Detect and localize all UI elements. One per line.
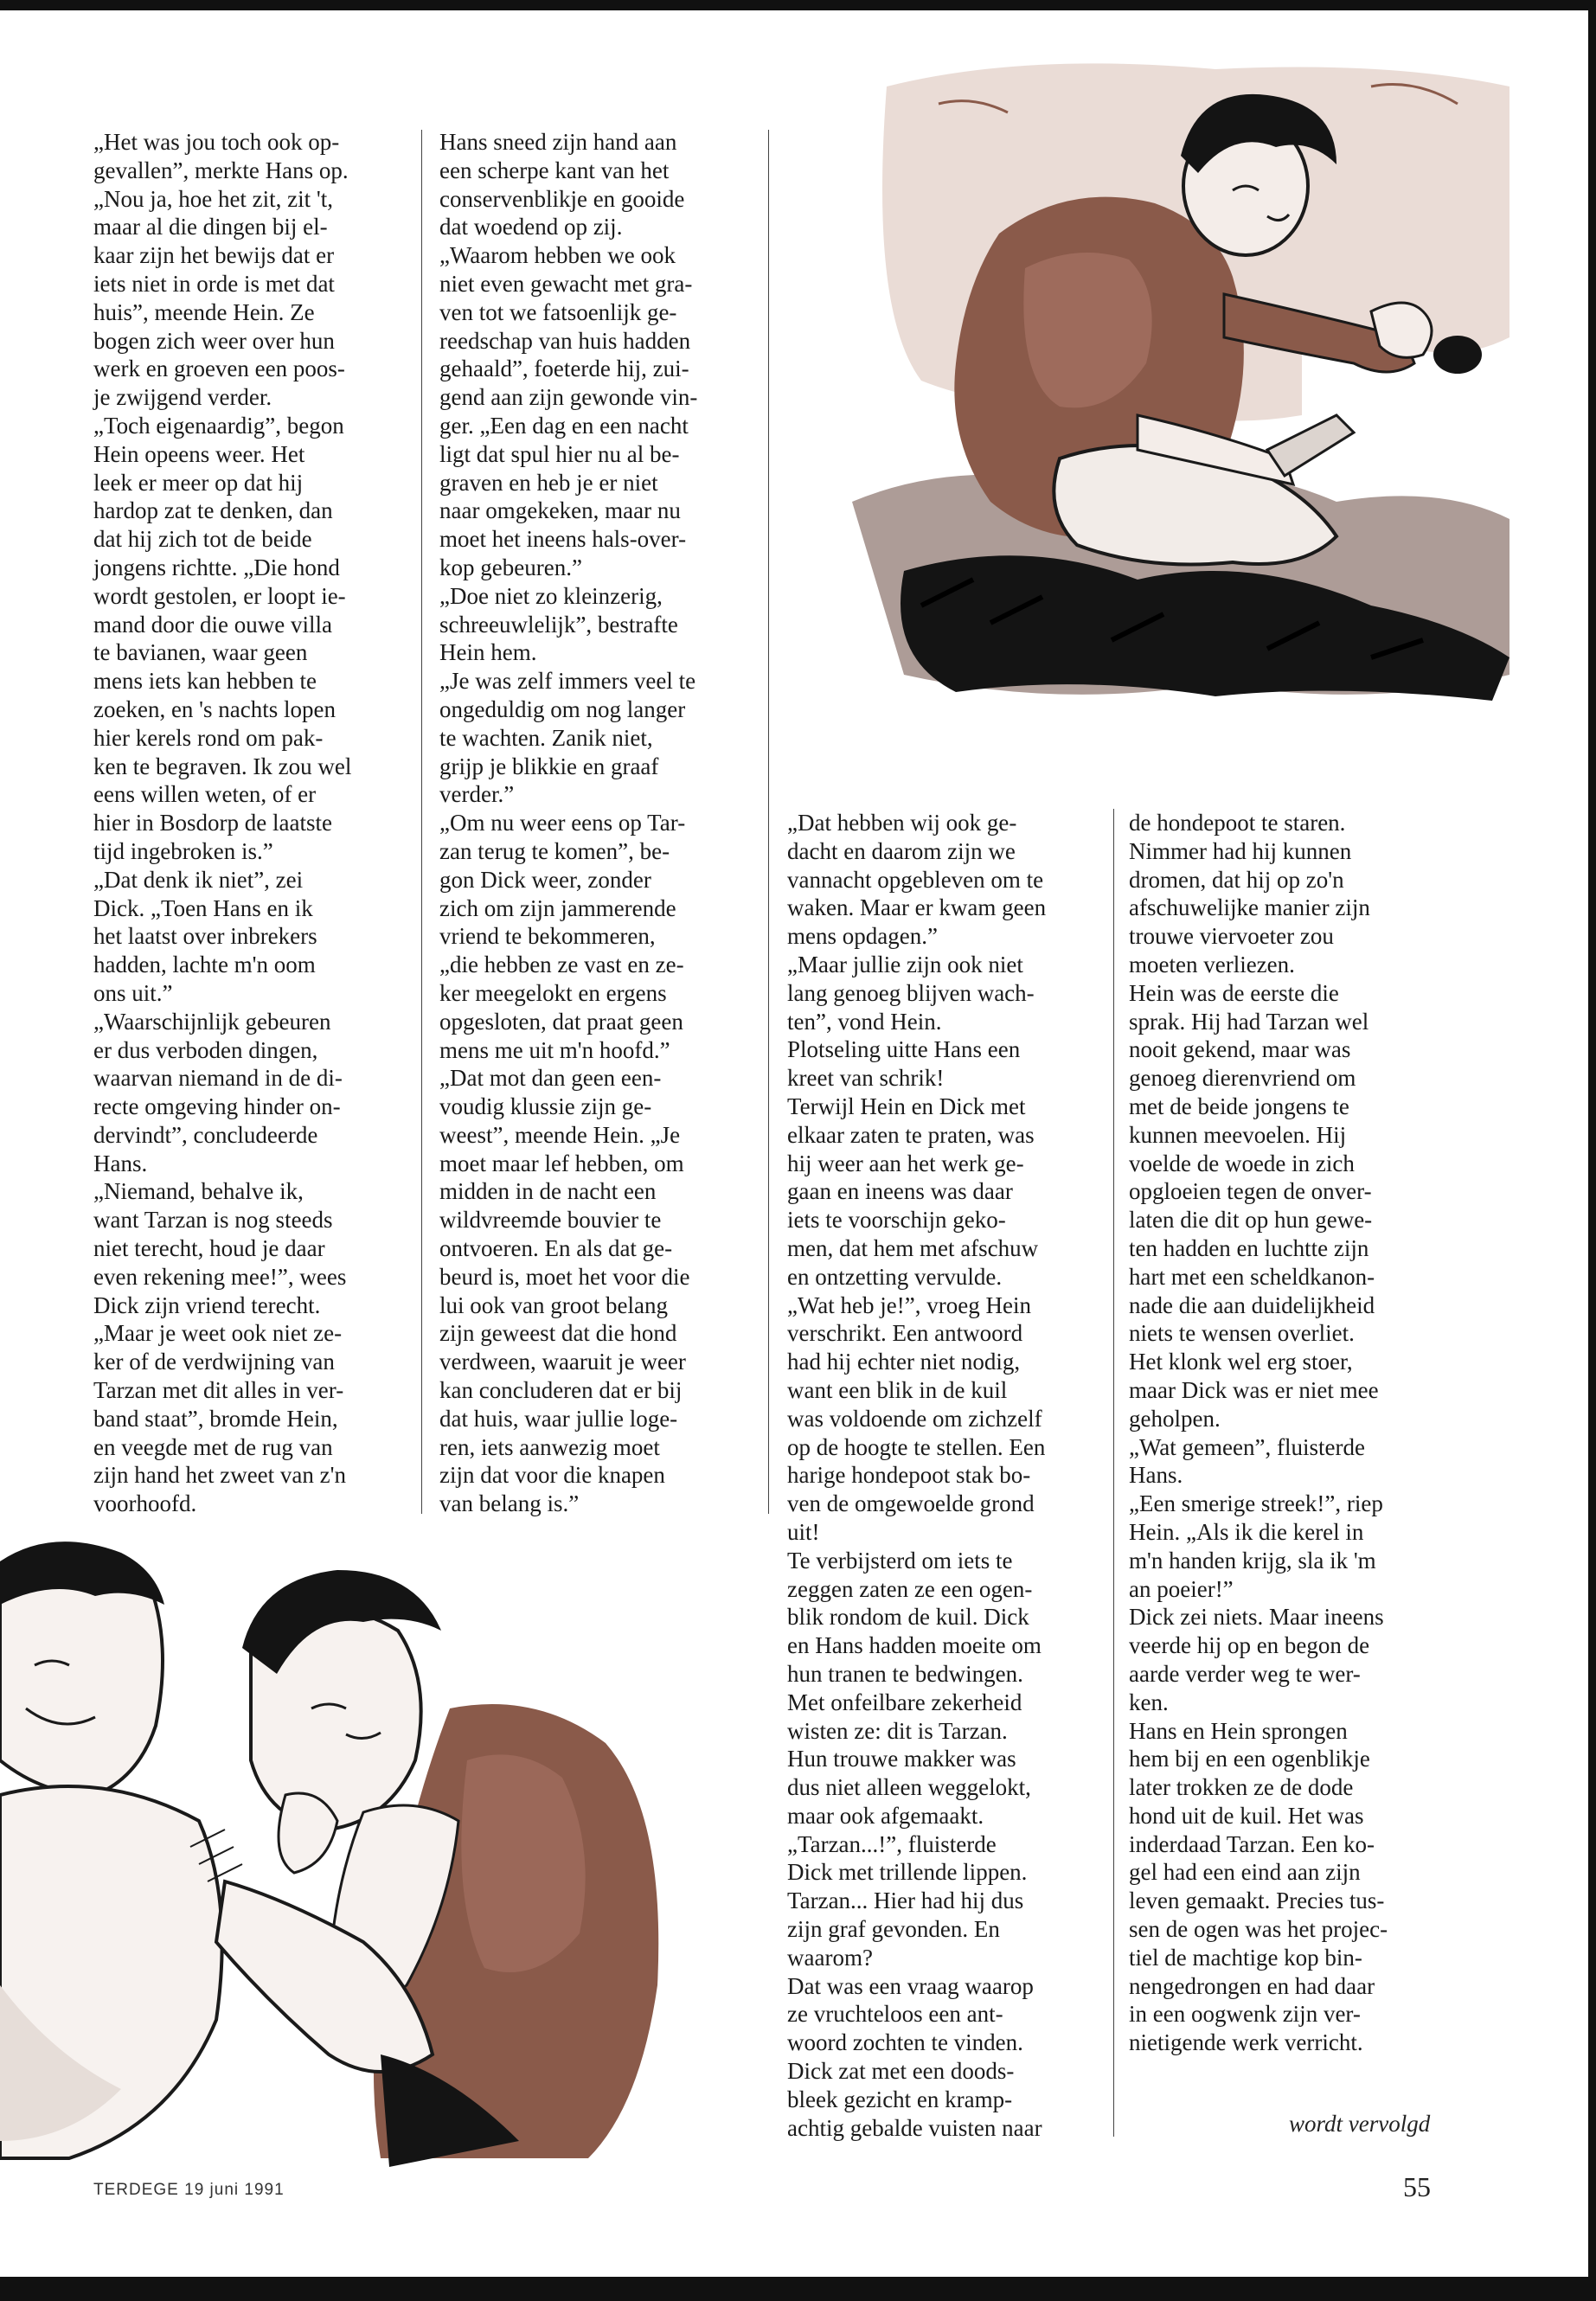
article-column-3 xyxy=(787,809,1109,2142)
text-line: ken te begraven. Ik zou wel xyxy=(93,753,352,779)
text-line: Met onfeilbare zekerheid xyxy=(787,1689,1022,1715)
text-line: „Waarschijnlijk gebeuren xyxy=(93,1008,331,1035)
text-line: niet even gewacht met gra- xyxy=(439,270,693,297)
text-line: gaan en ineens was daar xyxy=(787,1178,1013,1205)
text-line: van belang is.” xyxy=(439,1490,580,1517)
text-line: Dick met trillende lippen. xyxy=(787,1859,1028,1886)
text-line: „die hebben ze vast en ze- xyxy=(439,952,684,978)
text-line: je zwijgend verder. xyxy=(93,384,272,411)
text-line: wordt gestolen, er loopt ie- xyxy=(93,582,346,609)
text-line: Dick zei niets. Maar ineens xyxy=(1129,1604,1384,1631)
text-line: ligt dat spul hier nu al be- xyxy=(439,440,680,467)
text-line: hart met een scheldkanon- xyxy=(1129,1263,1375,1290)
text-line: Dick. „Toen Hans en ik xyxy=(93,894,313,921)
text-line: ken. xyxy=(1129,1689,1169,1715)
illustration-two-boys xyxy=(0,1535,675,2176)
text-line: hardop zat te denken, dan xyxy=(93,497,333,524)
text-line: veerde hij op en begon de xyxy=(1129,1632,1370,1659)
text-line: zan terug te komen”, be- xyxy=(439,837,670,864)
text-line: leven gemaakt. Precies tus- xyxy=(1129,1888,1385,1914)
text-line: ker of de verdwijning van xyxy=(93,1349,335,1375)
text-line: vannacht opgebleven om te xyxy=(787,866,1044,893)
text-line: was voldoende om zichzelf xyxy=(787,1405,1042,1432)
text-line: tijd ingebroken is.” xyxy=(93,837,273,864)
text-line: Hein was de eerste die xyxy=(1129,979,1339,1006)
text-line: dromen, dat hij op zo'n xyxy=(1129,866,1344,893)
text-line: zijn hand het zweet van z'n xyxy=(93,1462,346,1489)
text-line: dat woedend op zij. xyxy=(439,214,623,240)
text-line: zijn dat voor die knapen xyxy=(439,1462,665,1489)
text-line: zeggen zaten ze een ogen- xyxy=(787,1575,1033,1602)
text-line: hem bij en een ogenblikje xyxy=(1129,1746,1370,1772)
text-line: verschrikt. Een antwoord xyxy=(787,1320,1023,1347)
text-line: zoeken, en 's nachts lopen xyxy=(93,695,337,722)
text-line: m'n handen krijg, sla ik 'm xyxy=(1129,1547,1376,1574)
text-line: nooit gekend, maar was xyxy=(1129,1036,1351,1063)
text-line: tiel de machtige kop bin- xyxy=(1129,1944,1362,1971)
text-line: dacht en daarom zijn we xyxy=(787,837,1016,864)
text-line: dus niet alleen weggelokt, xyxy=(787,1774,1031,1801)
text-line: voorhoofd. xyxy=(93,1490,197,1517)
text-line: ren, iets aanwezig moet xyxy=(439,1433,660,1460)
text-line: aarde verder weg te wer- xyxy=(1129,1660,1361,1687)
text-line: Nimmer had hij kunnen xyxy=(1129,837,1352,864)
text-line: Hun trouwe makker was xyxy=(787,1746,1016,1772)
illustration-two-boys-svg xyxy=(0,1535,675,2176)
text-line: mens opdagen.” xyxy=(787,923,938,950)
text-line: „Je was zelf immers veel te xyxy=(439,668,696,695)
text-line: hij weer aan het werk ge- xyxy=(787,1150,1024,1176)
text-line: kan concluderen dat er bij xyxy=(439,1377,683,1404)
text-line: opgesloten, dat praat geen xyxy=(439,1008,683,1035)
text-line: Plotseling uitte Hans een xyxy=(787,1036,1021,1063)
text-line: dervindt”, concludeerde xyxy=(93,1121,318,1148)
text-line: laten die dit op hun gewe- xyxy=(1129,1207,1373,1234)
text-line: Het klonk wel erg stoer, xyxy=(1129,1349,1353,1375)
text-line: kreet van schrik! xyxy=(787,1065,945,1092)
text-line: ten hadden en luchtte zijn xyxy=(1129,1234,1369,1261)
text-line: vriend te bekommeren, xyxy=(439,923,656,950)
text-line: „Het was jou toch ook op- xyxy=(93,129,340,155)
text-line: en ontzetting vervulde. xyxy=(787,1263,1003,1290)
text-line: een scherpe kant van het xyxy=(439,157,670,183)
text-line: zijn graf gevonden. En xyxy=(787,1916,1000,1943)
column-rule-1 xyxy=(421,130,422,1514)
text-line: hadden, lachte m'n oom xyxy=(93,952,316,978)
text-line: verdween, waaruit je weer xyxy=(439,1349,686,1375)
text-line: ven tot we fatsoenlijk ge- xyxy=(439,298,677,325)
article-column-2 xyxy=(439,128,761,1518)
text-line: „Tarzan...!”, fluisterde xyxy=(787,1830,997,1857)
text-line: Terwijl Hein en Dick met xyxy=(787,1093,1026,1119)
text-line: sprak. Hij had Tarzan wel xyxy=(1129,1008,1369,1035)
text-line: an poeier!” xyxy=(1129,1575,1234,1602)
text-line: beurd is, moet het voor die xyxy=(439,1263,690,1290)
text-line: weest”, meende Hein. „Je xyxy=(439,1121,681,1148)
text-line: geholpen. xyxy=(1129,1405,1221,1432)
article-column-1 xyxy=(93,128,415,1518)
continued-note: wordt vervolgd xyxy=(1289,2111,1431,2137)
text-line: gon Dick weer, zonder xyxy=(439,866,651,893)
text-line: op de hoogte te stellen. Een xyxy=(787,1433,1046,1460)
text-line: dat huis, waar jullie loge- xyxy=(439,1405,678,1432)
text-line: gend aan zijn gewonde vin- xyxy=(439,384,698,411)
text-line: mand door die ouwe villa xyxy=(93,611,332,638)
column-rule-3 xyxy=(1113,809,1114,2137)
text-line: maar al die dingen bij el- xyxy=(93,214,328,240)
text-line: wisten ze: dit is Tarzan. xyxy=(787,1717,1008,1744)
text-line: opgloeien tegen de onver- xyxy=(1129,1178,1372,1205)
text-line: „Maar je weet ook niet ze- xyxy=(93,1320,343,1347)
text-line: Tarzan met dit alles in ver- xyxy=(93,1377,344,1404)
text-line: en veegde met de rug van xyxy=(93,1433,333,1460)
text-line: Dat was een vraag waarop xyxy=(787,1972,1034,1999)
page-number: 55 xyxy=(1403,2171,1431,2202)
text-line: de hondepoot te staren. xyxy=(1129,810,1346,836)
text-line: hier kerels rond om pak- xyxy=(93,724,324,751)
text-line: bogen zich weer over hun xyxy=(93,327,335,354)
text-line: „Om nu weer eens op Tar- xyxy=(439,810,686,836)
text-line: ten”, vond Hein. xyxy=(787,1008,942,1035)
text-line: ze vruchteloos een ant- xyxy=(787,2001,1003,2028)
text-line: gevallen”, merkte Hans op. xyxy=(93,157,349,183)
text-line: sen de ogen was het projec- xyxy=(1129,1916,1388,1943)
text-line: blik rondom de kuil. Dick xyxy=(787,1604,1029,1631)
text-line: eens willen weten, of er xyxy=(93,781,317,808)
text-line: Dick zijn vriend terecht. xyxy=(93,1292,321,1318)
text-line: nengedrongen en had daar xyxy=(1129,1972,1375,1999)
text-line: „Dat mot dan geen een- xyxy=(439,1065,662,1092)
text-line: waarom? xyxy=(787,1944,873,1971)
text-line: elkaar zaten te praten, was xyxy=(787,1121,1035,1148)
text-line: genoeg dierenvriend om xyxy=(1129,1065,1356,1092)
text-line: ven de omgewoelde grond xyxy=(787,1490,1035,1517)
text-line: even rekening mee!”, wees xyxy=(93,1263,347,1290)
text-line: Hans sneed zijn hand aan xyxy=(439,129,677,155)
text-line: recte omgeving hinder on- xyxy=(93,1093,341,1120)
article-column-4 xyxy=(1129,809,1451,2057)
page-border-bottom xyxy=(0,2277,1596,2301)
text-line: Hans en Hein sprongen xyxy=(1129,1717,1348,1744)
text-line: waken. Maar er kwam geen xyxy=(787,894,1047,921)
text-line: inderdaad Tarzan. Een ko- xyxy=(1129,1830,1375,1857)
text-line: voelde de woede in zich xyxy=(1129,1150,1355,1176)
text-line: trouwe viervoeter zou xyxy=(1129,923,1334,950)
text-line: Hein opeens weer. Het xyxy=(93,440,305,467)
text-line: conservenblikje en gooide xyxy=(439,185,685,212)
text-line: Hans. xyxy=(93,1150,148,1176)
text-line: mens iets kan hebben te xyxy=(93,668,317,695)
text-line: iets niet in orde is met dat xyxy=(93,270,335,297)
text-line: dat hij zich tot de beide xyxy=(93,526,312,553)
text-line: nade die aan duidelijkheid xyxy=(1129,1292,1375,1318)
text-line: en Hans hadden moeite om xyxy=(787,1632,1042,1659)
text-line: „Maar jullie zijn ook niet xyxy=(787,951,1023,977)
text-line: leek er meer op dat hij xyxy=(93,469,304,496)
text-line: werk en groeven een poos- xyxy=(93,356,345,382)
text-line: gel had een eind aan zijn xyxy=(1129,1859,1361,1886)
text-line: in een oogwenk zijn ver- xyxy=(1129,2001,1361,2028)
text-line: harige hondepoot stak bo- xyxy=(787,1462,1031,1489)
text-line: kaar zijn het bewijs dat er xyxy=(93,242,335,269)
text-line: ontvoeren. En als dat ge- xyxy=(439,1235,673,1262)
text-line: grijp je blikkie en graaf xyxy=(439,753,659,779)
text-line: had hij echter niet nodig, xyxy=(787,1349,1021,1375)
text-line: kunnen meevoelen. Hij xyxy=(1129,1121,1347,1148)
text-line: bleek gezicht en kramp- xyxy=(787,2086,1013,2112)
text-line: lui ook van groot belang xyxy=(439,1292,668,1318)
text-line: want Tarzan is nog steeds xyxy=(93,1207,333,1234)
text-line: woord zochten te vinden. xyxy=(787,2029,1023,2056)
text-line: jongens richtte. „Die hond xyxy=(93,554,340,580)
text-line: hier in Bosdorp de laatste xyxy=(93,810,332,836)
text-line: maar Dick was er niet mee xyxy=(1129,1376,1379,1403)
text-line: ons uit.” xyxy=(93,979,173,1006)
text-line: er dus verboden dingen, xyxy=(93,1036,318,1063)
text-line: reedschap van huis hadden xyxy=(439,327,691,354)
text-line: „Niemand, behalve ik, xyxy=(93,1178,304,1205)
text-line: ker meegelokt en ergens xyxy=(439,979,667,1006)
page-border-right xyxy=(1588,0,1596,2301)
page-border-top xyxy=(0,0,1596,10)
text-line: kop gebeuren.” xyxy=(439,554,582,580)
text-line: moet het ineens hals-over- xyxy=(439,526,687,553)
text-line: mens me uit m'n hoofd.” xyxy=(439,1036,670,1063)
illustration-boy-digging-svg xyxy=(852,52,1514,705)
text-line: „Dat denk ik niet”, zei xyxy=(93,866,304,893)
text-line: voudig klussie zijn ge- xyxy=(439,1093,652,1120)
text-line: niet terecht, houd je daar xyxy=(93,1235,325,1262)
text-line: niets te wensen overliet. xyxy=(1129,1320,1355,1347)
text-line: te bavianen, waar geen xyxy=(93,639,308,666)
text-line: „Toch eigenaardig”, begon xyxy=(93,412,344,439)
text-line: huis”, meende Hein. Ze xyxy=(93,298,315,325)
text-line: afschuwelijke manier zijn xyxy=(1129,894,1370,921)
text-line: Dick zat met een doods- xyxy=(787,2058,1015,2085)
text-line: naar omgekeken, maar nu xyxy=(439,497,681,524)
text-line: lang genoeg blijven wach- xyxy=(787,979,1035,1006)
text-line: schreeuwlelijk”, bestrafte xyxy=(439,611,678,638)
text-line: „Waarom hebben we ook xyxy=(439,242,676,269)
text-line: „Dat hebben wij ook ge- xyxy=(787,810,1017,836)
text-line: achtig gebalde vuisten naar xyxy=(787,2114,1042,2141)
text-line: „Wat gemeen”, fluisterde xyxy=(1129,1433,1365,1460)
text-line: zijn geweest dat die hond xyxy=(439,1320,677,1347)
text-line: ongeduldig om nog langer xyxy=(439,695,686,722)
text-line: iets te voorschijn geko- xyxy=(787,1207,1006,1234)
text-line: hun tranen te bedwingen. xyxy=(787,1660,1023,1687)
text-line: ger. „Een dag en een nacht xyxy=(439,412,689,439)
text-line: „Wat heb je!”, vroeg Hein xyxy=(787,1292,1031,1318)
text-line: want een blik in de kuil xyxy=(787,1376,1008,1403)
text-line: nietigende werk verricht. xyxy=(1129,2029,1363,2056)
text-line: met de beide jongens te xyxy=(1129,1093,1349,1119)
text-line: „Een smerige streek!”, riep xyxy=(1129,1490,1383,1517)
text-line: Hein. „Als ik die kerel in xyxy=(1129,1518,1364,1545)
text-line: Te verbijsterd om iets te xyxy=(787,1547,1013,1574)
text-line: maar ook afgemaakt. xyxy=(787,1802,984,1829)
text-line: „Nou ja, hoe het zit, zit 't, xyxy=(93,185,334,212)
text-line: uit! xyxy=(787,1518,820,1545)
text-line: men, dat hem met afschuw xyxy=(787,1234,1039,1261)
text-line: verder.” xyxy=(439,781,515,808)
text-line: band staat”, bromde Hein, xyxy=(93,1405,338,1432)
text-line: te wachten. Zanik niet, xyxy=(439,724,653,751)
text-line: moet maar lef hebben, om xyxy=(439,1150,684,1176)
text-line: Tarzan... Hier had hij dus xyxy=(787,1888,1024,1914)
text-line: graven en heb je er niet xyxy=(439,469,658,496)
text-line: moeten verliezen. xyxy=(1129,951,1295,977)
text-line: midden in de nacht een xyxy=(439,1178,657,1205)
text-line: hond uit de kuil. Het was xyxy=(1129,1802,1364,1829)
text-line: het laatst over inbrekers xyxy=(93,923,317,950)
publication-footer: TERDEGE 19 juni 1991 xyxy=(93,2181,285,2199)
illustration-boy-digging xyxy=(852,52,1514,705)
text-line: „Doe niet zo kleinzerig, xyxy=(439,582,663,609)
column-rule-2 xyxy=(768,130,769,1514)
text-line: wildvreemde bouvier te xyxy=(439,1207,662,1234)
text-line: zich om zijn jammerende xyxy=(439,894,676,921)
text-line: waarvan niemand in de di- xyxy=(93,1065,343,1092)
text-line: Hans. xyxy=(1129,1462,1183,1489)
text-line: later trokken ze de dode xyxy=(1129,1774,1354,1801)
text-line: Hein hem. xyxy=(439,639,537,666)
text-line: gehaald”, foeterde hij, zui- xyxy=(439,356,689,382)
